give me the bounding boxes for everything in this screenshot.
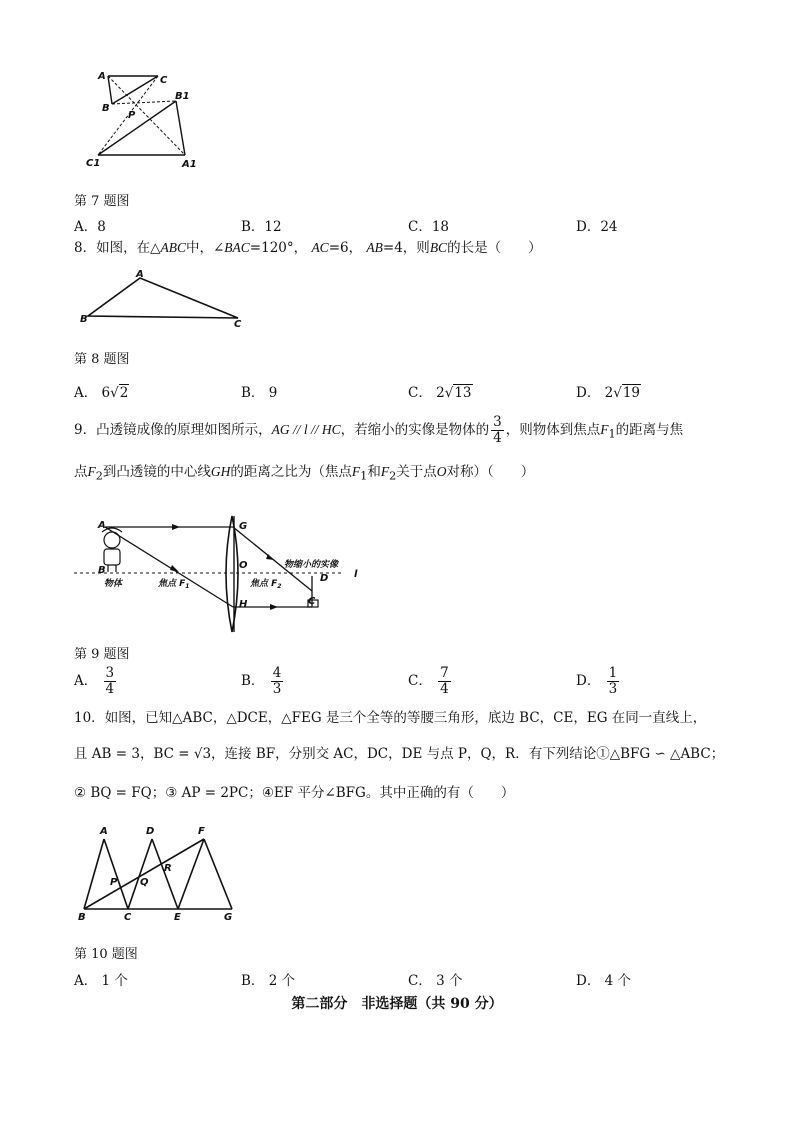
q10-stem-line1: 10．如图，已知△ABC，△DCE，△FEG 是三个全等的等腰三角形，底边 BC，CE，EG 在同一直线上， (74, 710, 707, 726)
q9-label-focus2: 焦点 $F_2$ (250, 579, 282, 590)
q8-option-c: C． 2√13 (408, 385, 472, 401)
q9-fraction: $\frac{3}{4}$ (493, 414, 502, 446)
q7-option-b: B．12 (241, 219, 282, 235)
q10-caption: 第 10 题图 (74, 947, 138, 962)
q10-label: G (224, 912, 233, 923)
q10-figure (74, 823, 244, 923)
q7-option-d: D．24 (576, 219, 618, 235)
q9-option-d: D． $\frac{1}{3}$ (576, 665, 618, 697)
q8-option-d: D． 2√19 (576, 385, 641, 401)
q9-label-object: 物体 (104, 579, 123, 589)
q10-stem-line2: 且 AB = 3，BC = √3，连接 BF，分别交 AC，DC，DE 与点 P，Q，R．有下列结论①△BFG ∽ △ABC； (74, 746, 725, 762)
q9-label-d: D (320, 573, 329, 584)
q9-label-g: G (239, 521, 248, 532)
q9-label-c: C (308, 596, 316, 607)
q7-label: B1 (175, 91, 190, 102)
q10-label: Q (140, 877, 149, 888)
q10-label: C (124, 912, 132, 923)
q9-option-b: B． $\frac{4}{3}$ (241, 665, 282, 697)
q7-option-c: C．18 (408, 219, 450, 235)
q8-label: C (234, 319, 242, 328)
q10-label: A (100, 826, 108, 837)
q9-label-l: l (354, 569, 358, 580)
q9-label-o: O (239, 560, 248, 571)
q10-label: F (198, 826, 205, 837)
q8-caption: 第 8 题图 (74, 352, 130, 367)
q10-option-b: B． 2 个 (241, 973, 296, 989)
q7-label: C1 (86, 158, 101, 169)
q7-label: A1 (182, 159, 197, 170)
q9-lens-figure (72, 510, 372, 636)
q7-label: A (98, 71, 106, 82)
q10-option-d: D． 4 个 (576, 973, 632, 989)
q10-option-c: C． 3 个 (408, 973, 463, 989)
q10-option-a: A． 1 个 (74, 973, 128, 989)
q9-stem-line1: 9．凸透镜成像的原理如图所示，AG // l // HC，若缩小的实像是物体的 $\frac{3}{4}$ ，则物体到焦点$F_1$的距离与焦 (74, 414, 684, 446)
q9-label-image: 物缩小的实像 (284, 560, 339, 570)
q9-option-a: A． $\frac{3}{4}$ (74, 665, 115, 697)
section-heading: 第二部分 非选择题（共 90 分） (291, 996, 503, 1012)
q7-label: C (160, 75, 168, 86)
q10-label: P (110, 877, 118, 888)
q9-label-a: A (98, 520, 106, 531)
q8-label: B (80, 314, 88, 325)
q9-label-focus1: 焦点 $F_1$ (158, 579, 190, 590)
q9-stem-line2: 点$F_2$到凸透镜的中心线GH的距离之比为（焦点$F_1$和$F_2$关于点O对称）（ ） (74, 464, 535, 483)
q7-figure (80, 68, 210, 176)
q8-figure (78, 266, 248, 328)
q7-caption: 第 7 题图 (74, 194, 130, 209)
q7-label: P (128, 110, 136, 121)
q10-label: R (164, 863, 172, 874)
q7-option-a: A．8 (74, 219, 106, 235)
q9-caption: 第 9 题图 (74, 647, 130, 662)
q10-label: D (146, 826, 155, 837)
q10-label: B (78, 912, 86, 923)
q10-stem-line3: ② BQ = FQ；③ AP = 2PC；④EF 平分∠BFG。其中正确的有（ ） (74, 785, 515, 801)
q9-label-h: H (239, 599, 248, 610)
q9-option-c: C． $\frac{7}{4}$ (408, 665, 449, 697)
q9-label-b: B (98, 565, 106, 576)
q8-option-b: B． 9 (241, 385, 278, 401)
q10-label: E (174, 912, 181, 923)
q8-option-a: A． 6√2 (74, 385, 129, 401)
q7-label: B (102, 103, 110, 114)
q8-label: A (136, 269, 144, 280)
q8-stem: 8．如图，在△ABC中，∠BAC=120°， AC=6， AB=4，则BC的长是（ ） (74, 240, 542, 256)
